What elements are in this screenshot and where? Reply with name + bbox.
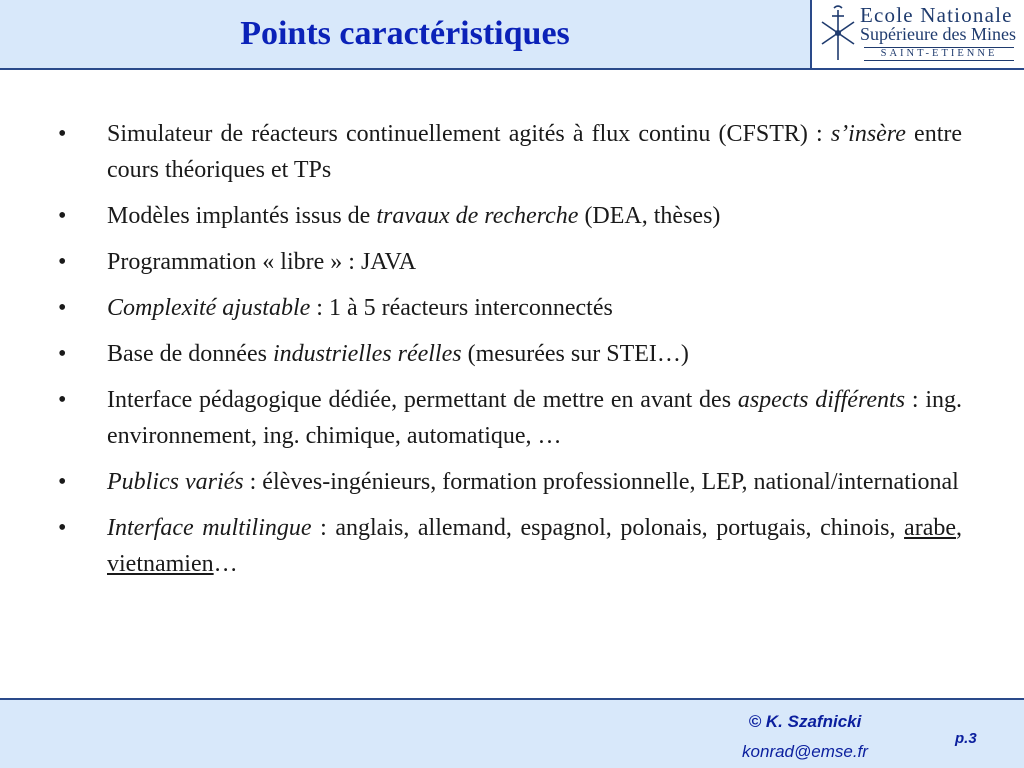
bullet-marker: • [58, 121, 67, 147]
bullet-text-run: Modèles implantés issus de [107, 203, 377, 229]
header-band [0, 0, 1024, 70]
logo-text-line1: Ecole Nationale [860, 3, 1013, 27]
slide-title: Points caractéristiques [240, 15, 570, 52]
bullet-item [56, 382, 962, 454]
bullet-marker: • [58, 387, 67, 413]
bullet-text-run: (mesurées sur STEI…) [461, 341, 689, 367]
bullet-text [107, 464, 962, 500]
bullet-text-run: … [213, 551, 238, 577]
bullet-text-run: Publics variés [107, 469, 244, 495]
bullet-text-run: Interface multilingue [107, 515, 312, 541]
bullet-item [56, 290, 962, 326]
logo-text-line3: SAINT-ETIENNE [864, 47, 1014, 61]
mines-logo-icon [818, 4, 858, 62]
bullet-text-run: (DEA, thèses) [578, 203, 721, 229]
bullet-text-run: s’insère [830, 121, 906, 147]
bullet-item [56, 510, 962, 582]
bullet-text-run: : anglais, allemand, espagnol, polonais, portugais, chinois, [311, 515, 905, 541]
bullet-item [56, 464, 962, 500]
bullet-marker: • [58, 203, 67, 229]
bullet-text-run: : 1 à 5 réacteurs interconnectés [310, 295, 613, 321]
bullet-text [107, 244, 962, 280]
bullet-text-run: Complexité ajustable [107, 295, 311, 321]
bullet-text-run: industrielles réelles [272, 341, 462, 367]
bullet-item [56, 198, 962, 234]
bullet-text-run: Simulateur de réacteurs continuellement agités à flux continu (CFSTR) : [107, 121, 831, 147]
footer-band [0, 698, 1024, 768]
author-email: konrad@emse.fr [742, 742, 868, 761]
bullet-marker: • [58, 341, 67, 367]
bullet-text [107, 382, 962, 454]
logo-text-line2: Supérieure des Mines [860, 24, 1016, 44]
bullet-item [56, 244, 962, 280]
bullet-text [107, 510, 962, 582]
bullet-text-run: entre cours théoriques et TPs [107, 121, 963, 183]
bullet-text-run: Programmation « libre » : JAVA [107, 249, 417, 275]
bullet-text-run: : ing. environnement, ing. chimique, automatique, … [107, 387, 962, 449]
bullet-item [56, 116, 962, 188]
bullet-text-run: vietnamien [107, 551, 214, 577]
bullet-text-run: : élèves-ingénieurs, formation professionnelle, LEP, national/international [243, 469, 959, 495]
bullet-text-run: , [956, 515, 962, 541]
bullet-item [56, 336, 962, 372]
bullet-list [56, 116, 962, 592]
bullet-marker: • [58, 469, 67, 495]
bullet-text-run: travaux de recherche [376, 203, 579, 229]
bullet-marker: • [58, 295, 67, 321]
bullet-text [107, 116, 962, 188]
bullet-text-run: Interface pédagogique dédiée, permettant de mettre en avant des [107, 387, 738, 413]
bullet-marker: • [58, 249, 67, 275]
bullet-text-run: aspects différents [737, 387, 906, 413]
author-credit: © K. Szafnicki [748, 712, 862, 731]
bullet-text-run: arabe [904, 515, 956, 541]
page-number: p.3 [955, 730, 977, 747]
bullet-text-run: Base de données [107, 341, 273, 367]
school-logo [810, 0, 1024, 68]
bullet-marker: • [58, 515, 67, 541]
bullet-text [107, 290, 962, 326]
bullet-text [107, 336, 962, 372]
bullet-text [107, 198, 962, 234]
